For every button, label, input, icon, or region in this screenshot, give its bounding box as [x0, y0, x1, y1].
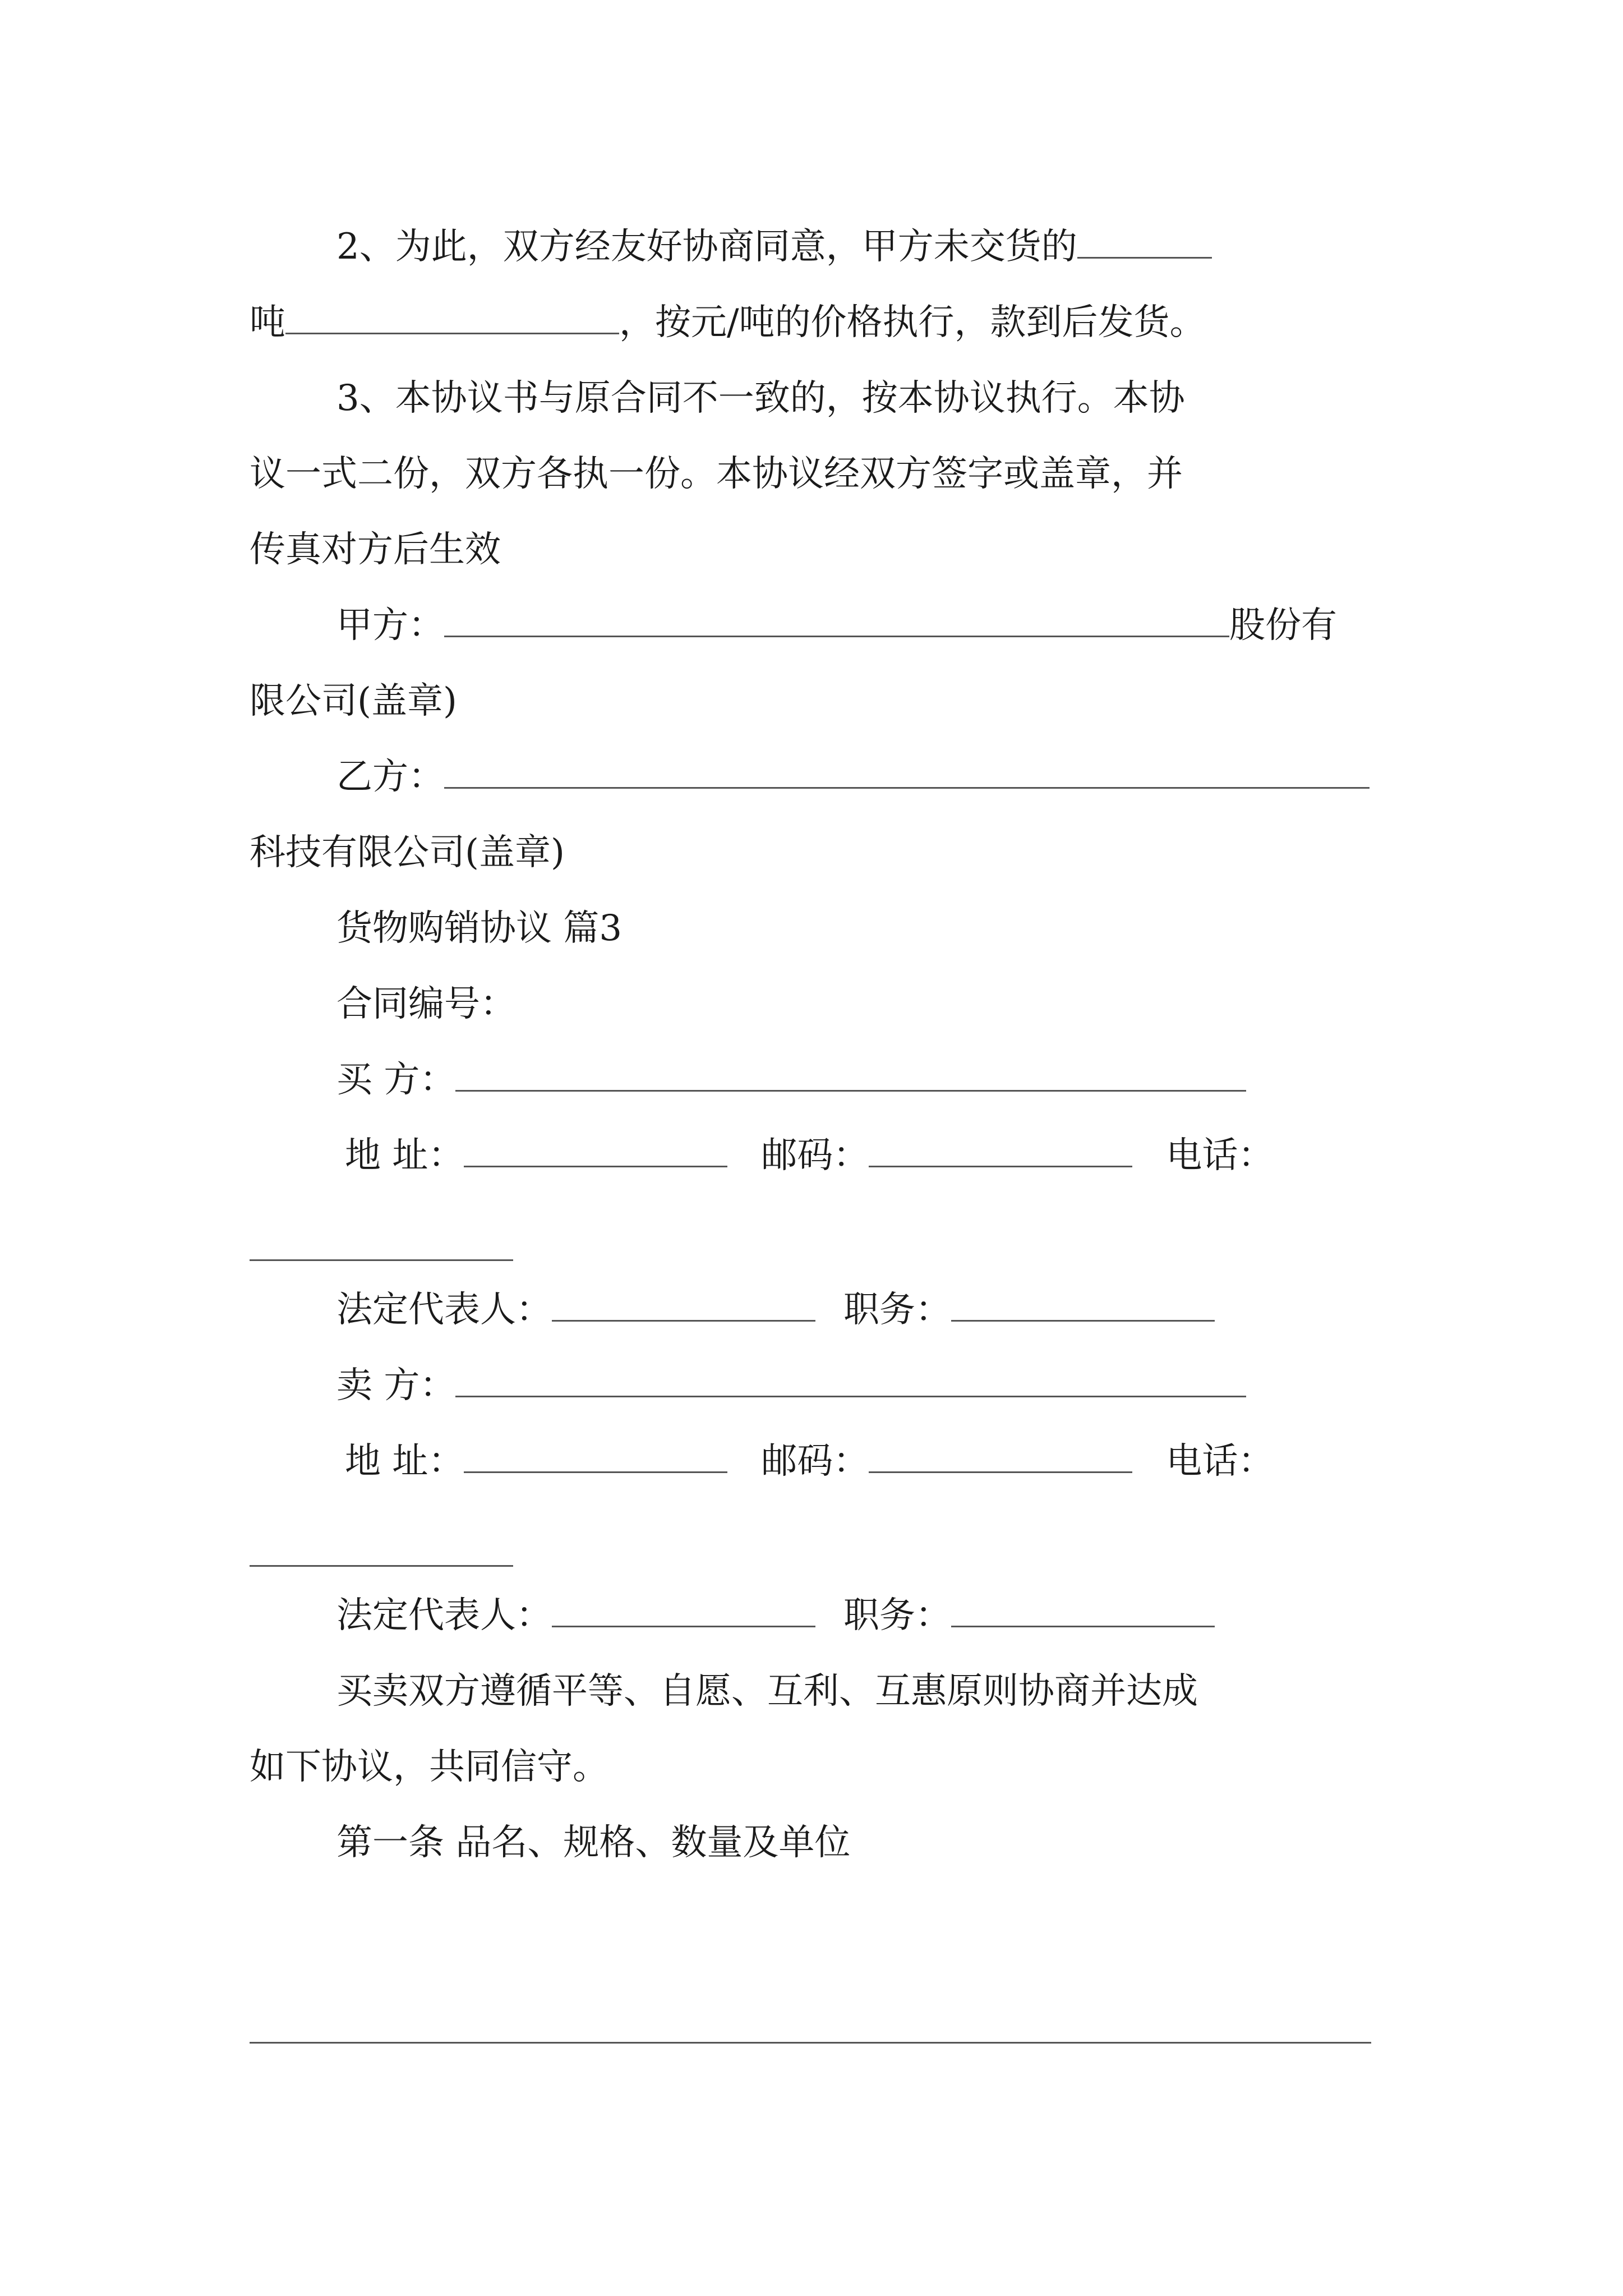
tons-detail-blank[interactable] — [285, 297, 619, 334]
buyer-postcode-label: 邮码： — [761, 1135, 869, 1176]
para3-line3: 传真对方后生效 — [250, 529, 501, 570]
buyer-address-label: 地 址： — [345, 1135, 464, 1176]
party-a-label: 甲方： — [336, 605, 444, 646]
buyer-address-blank[interactable] — [464, 1130, 727, 1167]
buyer-contact-line — [345, 1128, 1274, 1184]
buyer-position-label: 职务： — [843, 1289, 951, 1331]
seller-name-blank[interactable] — [455, 1360, 1246, 1397]
table-top-rule — [250, 2042, 1371, 2044]
buyer-position-blank[interactable] — [951, 1284, 1215, 1322]
para3-line2: 议一式二份，双方各执一份。本协议经双方签字或盖章，并 — [250, 453, 1183, 495]
buyer-legal-rep-label: 法定代表人： — [336, 1289, 552, 1331]
party-a-name-blank[interactable] — [444, 600, 1229, 637]
para2-line2-end: ，按元/吨的价格执行，款到后发货。 — [619, 302, 1206, 343]
section3-title: 货物购销协议 篇3 — [336, 908, 623, 949]
seller-label: 卖 方： — [336, 1365, 456, 1406]
seller-rep-line — [336, 1588, 1215, 1644]
principle-line1: 买卖双方遵循平等、自愿、互利、互惠原则协商并达成 — [336, 1671, 1198, 1712]
seller-address-label: 地 址： — [345, 1441, 464, 1482]
seller-position-blank[interactable] — [951, 1590, 1215, 1627]
para2-line1-text: 2、为此，双方经友好协商同意，甲方未交货的 — [336, 226, 1077, 268]
party-b-name-blank[interactable] — [444, 751, 1370, 789]
seller-phone-label: 电话： — [1166, 1441, 1274, 1482]
seller-postcode-blank[interactable] — [869, 1435, 1132, 1473]
buyer-legal-rep-blank[interactable] — [552, 1284, 815, 1322]
principle-line2: 如下协议，共同信守。 — [250, 1746, 608, 1788]
tons-blank[interactable] — [1077, 221, 1212, 259]
party-a-line2: 限公司(盖章) — [250, 680, 457, 722]
seller-contact-line — [345, 1433, 1274, 1489]
seller-phone-blank[interactable] — [250, 1565, 513, 1567]
buyer-rep-line — [336, 1282, 1215, 1338]
para2-line2-start: 吨 — [250, 302, 285, 343]
party-b-line1 — [336, 749, 1370, 805]
party-b-label: 乙方： — [336, 756, 444, 798]
para2-line2 — [250, 295, 1206, 351]
buyer-postcode-blank[interactable] — [869, 1130, 1132, 1167]
buyer-name-blank[interactable] — [455, 1054, 1246, 1092]
buyer-line — [336, 1052, 1246, 1108]
seller-position-label: 职务： — [843, 1595, 951, 1636]
para2-line1 — [336, 219, 1212, 275]
seller-legal-rep-label: 法定代表人： — [336, 1595, 552, 1636]
contract-no-label: 合同编号： — [336, 983, 516, 1025]
party-a-suffix: 股份有 — [1229, 605, 1337, 646]
party-a-line1 — [336, 597, 1337, 654]
buyer-phone-label: 电话： — [1166, 1135, 1274, 1176]
seller-line — [336, 1358, 1246, 1414]
seller-legal-rep-blank[interactable] — [552, 1590, 815, 1627]
para3-line1: 3、本协议书与原合同不一致的，按本协议执行。本协 — [336, 378, 1185, 419]
buyer-label: 买 方： — [336, 1059, 456, 1101]
buyer-phone-blank[interactable] — [250, 1259, 513, 1261]
seller-postcode-label: 邮码： — [761, 1441, 869, 1482]
party-b-line2: 科技有限公司(盖章) — [250, 832, 565, 873]
article1-title: 第一条 品名、规格、数量及单位 — [336, 1822, 851, 1864]
seller-address-blank[interactable] — [464, 1435, 727, 1473]
